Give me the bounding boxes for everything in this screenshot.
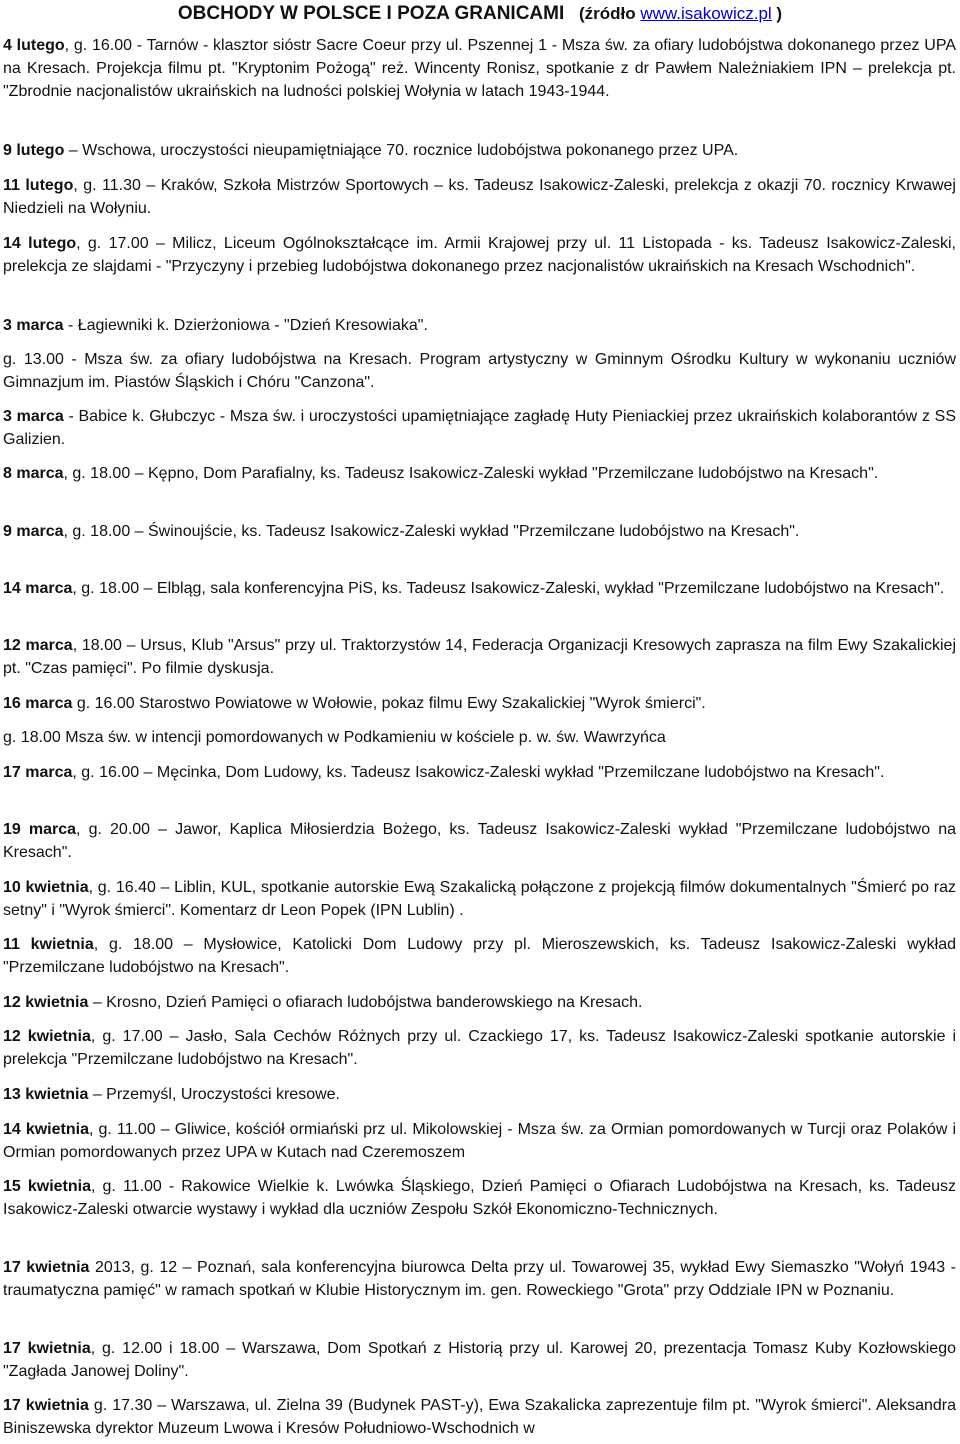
event-text: , g. 11.00 - Rakowice Wielkie k. Lwówka Śląskiego, Dzień Pamięci o Ofiarach Ludobójstwa na Kresach, ks. Tadeusz Isakowicz-Zaleski otwarcie wystawy i wykład dla uczniów Zespołu Szkół Ekonomiczno-Technicznych. bbox=[3, 1178, 957, 1219]
event-entry bbox=[3, 933, 956, 979]
event-text: , g. 20.00 – Jawor, Kaplica Miłosierdzia Bożego, ks. Tadeusz Isakowicz-Zaleski wykład "Przemilczane ludobójstwo na Kresach". bbox=[3, 821, 957, 862]
event-entry bbox=[3, 520, 956, 543]
event-entry bbox=[3, 1175, 956, 1221]
event-entry bbox=[3, 1118, 956, 1164]
event-date: 14 marca bbox=[3, 580, 73, 597]
event-text: , g. 16.00 – Męcinka, Dom Ludowy, ks. Tadeusz Isakowicz-Zaleski wykład "Przemilczane ludobójstwo na Kresach". bbox=[72, 764, 885, 781]
page-title bbox=[0, 2, 960, 26]
source-open: (źródło bbox=[578, 4, 636, 23]
source-close: ) bbox=[776, 4, 783, 23]
event-date: 9 marca bbox=[3, 523, 64, 540]
event-entry bbox=[3, 726, 956, 749]
event-entry bbox=[3, 462, 956, 485]
event-date: 11 lutego bbox=[3, 177, 74, 194]
event-entry bbox=[3, 1256, 956, 1302]
event-entry bbox=[3, 174, 956, 220]
event-date: 12 marca bbox=[3, 637, 73, 654]
event-date: 13 kwietnia bbox=[3, 1086, 89, 1103]
event-date: 17 kwietnia bbox=[3, 1397, 89, 1414]
event-entry bbox=[3, 232, 956, 278]
event-text: 2013, g. 12 – Poznań, sala konferencyjna biurowca Delta przy ul. Towarowej 35, wykład Ewy Siemaszko "Wołyń 1943 - traumatyczna pamięć" w ramach spotkań w Klubie Historycznym im. gen. Roweckiego "Grota" przy Oddziale IPN w Poznaniu. bbox=[3, 1259, 956, 1300]
event-entry bbox=[3, 1025, 956, 1071]
event-text: , g. 12.00 i 18.00 – Warszawa, Dom Spotkań z Historią przy ul. Karowej 20, prezentacja Tomasz Kuby Kozłowskiego "Zagłada Janowej Doliny". bbox=[3, 1340, 956, 1381]
event-text: , g. 18.00 – Świnoujście, ks. Tadeusz Isakowicz-Zaleski wykład "Przemilczane ludobójstwo na Kresach". bbox=[63, 523, 800, 540]
event-date: 14 kwietnia bbox=[3, 1121, 89, 1138]
event-date: 10 kwietnia bbox=[3, 879, 89, 896]
source-note bbox=[570, 4, 783, 23]
event-text: g. 13.00 - Msza św. za ofiary ludobójstwa na Kresach. Program artystyczny w Gminnym Ośrodku Kultury w wykonaniu uczniów Gimnazjum im. Piastów Śląskich i Chóru "Canzona". bbox=[3, 351, 956, 392]
event-date: 11 kwietnia bbox=[3, 936, 94, 953]
event-date: 19 marca bbox=[3, 821, 77, 838]
event-date: 9 lutego bbox=[3, 142, 65, 159]
event-text: – Przemyśl, Uroczystości kresowe. bbox=[88, 1086, 340, 1103]
event-text: - Babice k. Głubczyc - Msza św. i uroczystości upamiętniające zagładę Huty Pieniackiej przez ukraińskich kolaborantów z SS Galizien. bbox=[3, 408, 957, 449]
event-entry bbox=[3, 577, 956, 600]
event-entry bbox=[3, 348, 956, 394]
event-text: , g. 18.00 – Kępno, Dom Parafialny, ks. Tadeusz Isakowicz-Zaleski wykład "Przemilczane ludobójstwo na Kresach". bbox=[63, 465, 879, 482]
event-text: , g. 16.40 – Liblin, KUL, spotkanie autorskie Ewą Szakalicką połączone z projekcją filmów dokumentalnych "Śmierć po raz setny" i "Wyrok śmierci". Komentarz dr Leon Popek (IPN Lublin) . bbox=[3, 879, 957, 920]
event-entry bbox=[3, 876, 956, 922]
event-text: , g. 11.00 – Gliwice, kościół ormiański prz ul. Mikolowskiej - Msza św. za Ormian pomordowanych w Turcji oraz Polaków i Ormian pomordowanych przez UPA w Kutach nad Czeremoszem bbox=[3, 1121, 957, 1162]
event-entry bbox=[3, 991, 956, 1014]
event-text: , g. 11.30 – Kraków, Szkoła Mistrzów Sportowych – ks. Tadeusz Isakowicz-Zaleski, prelekcja z okazji 70. rocznicy Krwawej Niedzieli na Wołyniu. bbox=[3, 177, 956, 218]
event-text: g. 18.00 Msza św. w intencji pomordowanych w Podkamieniu w kościele p. w. św. Wawrzyńca bbox=[3, 729, 666, 746]
event-entry bbox=[3, 34, 956, 104]
event-entry bbox=[3, 1394, 956, 1440]
event-text: , g. 16.00 - Tarnów - klasztor sióstr Sacre Coeur przy ul. Pszennej 1 - Msza św. za ofiary ludobójstwa dokonanego przez UPA na Kresach. Projekcja filmu pt. "Kryptonim Pożogą" reż. Wincenty Ronisz, spotkanie z dr Pawłem Należniakiem IPN – prelekcja pt. "Zbrodnie nacjonalistów ukraińskich na ludności polskiej Wołynia w latach 1943-1944. bbox=[3, 37, 956, 101]
event-entry bbox=[3, 1337, 956, 1383]
event-text: , g. 18.00 – Elbląg, sala konferencyjna PiS, ks. Tadeusz Isakowicz-Zaleski, wykład "Przemilczane ludobójstwo na Kresach". bbox=[72, 580, 945, 597]
event-text: – Wschowa, uroczystości nieupamiętniające 70. rocznice ludobójstwa pokonanego przez UPA. bbox=[64, 142, 739, 159]
event-text: g. 17.30 – Warszawa, ul. Zielna 39 (Budynek PAST-y), Ewa Szakalicka zaprezentuje film pt. "Wyrok śmierci". Aleksandra Biniszewska dyrektor Muzeum Lwowa i Kresów Południowo-Wschodnich w bbox=[3, 1397, 956, 1438]
event-entry bbox=[3, 634, 956, 680]
event-date: 17 marca bbox=[3, 764, 73, 781]
event-date: 12 kwietnia bbox=[3, 994, 89, 1011]
event-text: , g. 17.00 – Jasło, Sala Cechów Różnych przy ul. Czackiego 17, ks. Tadeusz Isakowicz-Zaleski spotkanie autorskie i prelekcja "Przemilczane ludobójstwo na Kresach". bbox=[3, 1028, 957, 1069]
event-date: 15 kwietnia bbox=[3, 1178, 92, 1195]
event-text: – Krosno, Dzień Pamięci o ofiarach ludobójstwa banderowskiego na Kresach. bbox=[88, 994, 643, 1011]
event-text: - Łagiewniki k. Dzierżoniowa - "Dzień Kresowiaka". bbox=[63, 317, 428, 334]
event-date: 17 kwietnia bbox=[3, 1340, 91, 1357]
event-text: , g. 18.00 – Mysłowice, Katolicki Dom Ludowy przy pl. Mieroszewskich, ks. Tadeusz Isakowicz-Zaleski wykład "Przemilczane ludobójstwo na Kresach". bbox=[3, 936, 956, 977]
event-date: 16 marca bbox=[3, 695, 73, 712]
event-entry bbox=[3, 692, 956, 715]
event-entry bbox=[3, 314, 956, 337]
event-date: 14 lutego bbox=[3, 235, 77, 252]
event-entry bbox=[3, 761, 956, 784]
event-date: 8 marca bbox=[3, 465, 64, 482]
source-link[interactable]: www.isakowicz.pl bbox=[640, 4, 772, 23]
title-text: OBCHODY W POLSCE I POZA GRANICAMI bbox=[177, 3, 565, 24]
event-date: 3 marca bbox=[3, 317, 64, 334]
event-date: 12 kwietnia bbox=[3, 1028, 91, 1045]
event-date: 17 kwietnia bbox=[3, 1259, 90, 1276]
event-entry bbox=[3, 818, 956, 864]
event-entry bbox=[3, 139, 956, 162]
event-entry bbox=[3, 405, 956, 451]
event-text: , 18.00 – Ursus, Klub "Arsus" przy ul. Traktorzystów 14, Federacja Organizacji Kresowych zaprasza na film Ewy Szakalickiej pt. "Czas pamięci". Po filmie dyskusja. bbox=[3, 637, 957, 678]
event-date: 4 lutego bbox=[3, 37, 65, 54]
event-entry bbox=[3, 1083, 956, 1106]
event-date: 3 marca bbox=[3, 408, 64, 425]
event-text: , g. 17.00 – Milicz, Liceum Ogólnokształcące im. Armii Krajowej przy ul. 11 Listopada - ks. Tadeusz Isakowicz-Zaleski, prelekcja ze slajdami - "Przyczyny i przebieg ludobójstwa dokonanego przez nacjonalistów ukraińskich na Kresach Wschodnich". bbox=[3, 235, 956, 276]
event-text: g. 16.00 Starostwo Powiatowe w Wołowie, pokaz filmu Ewy Szakalickiej "Wyrok śmierci". bbox=[72, 695, 706, 712]
